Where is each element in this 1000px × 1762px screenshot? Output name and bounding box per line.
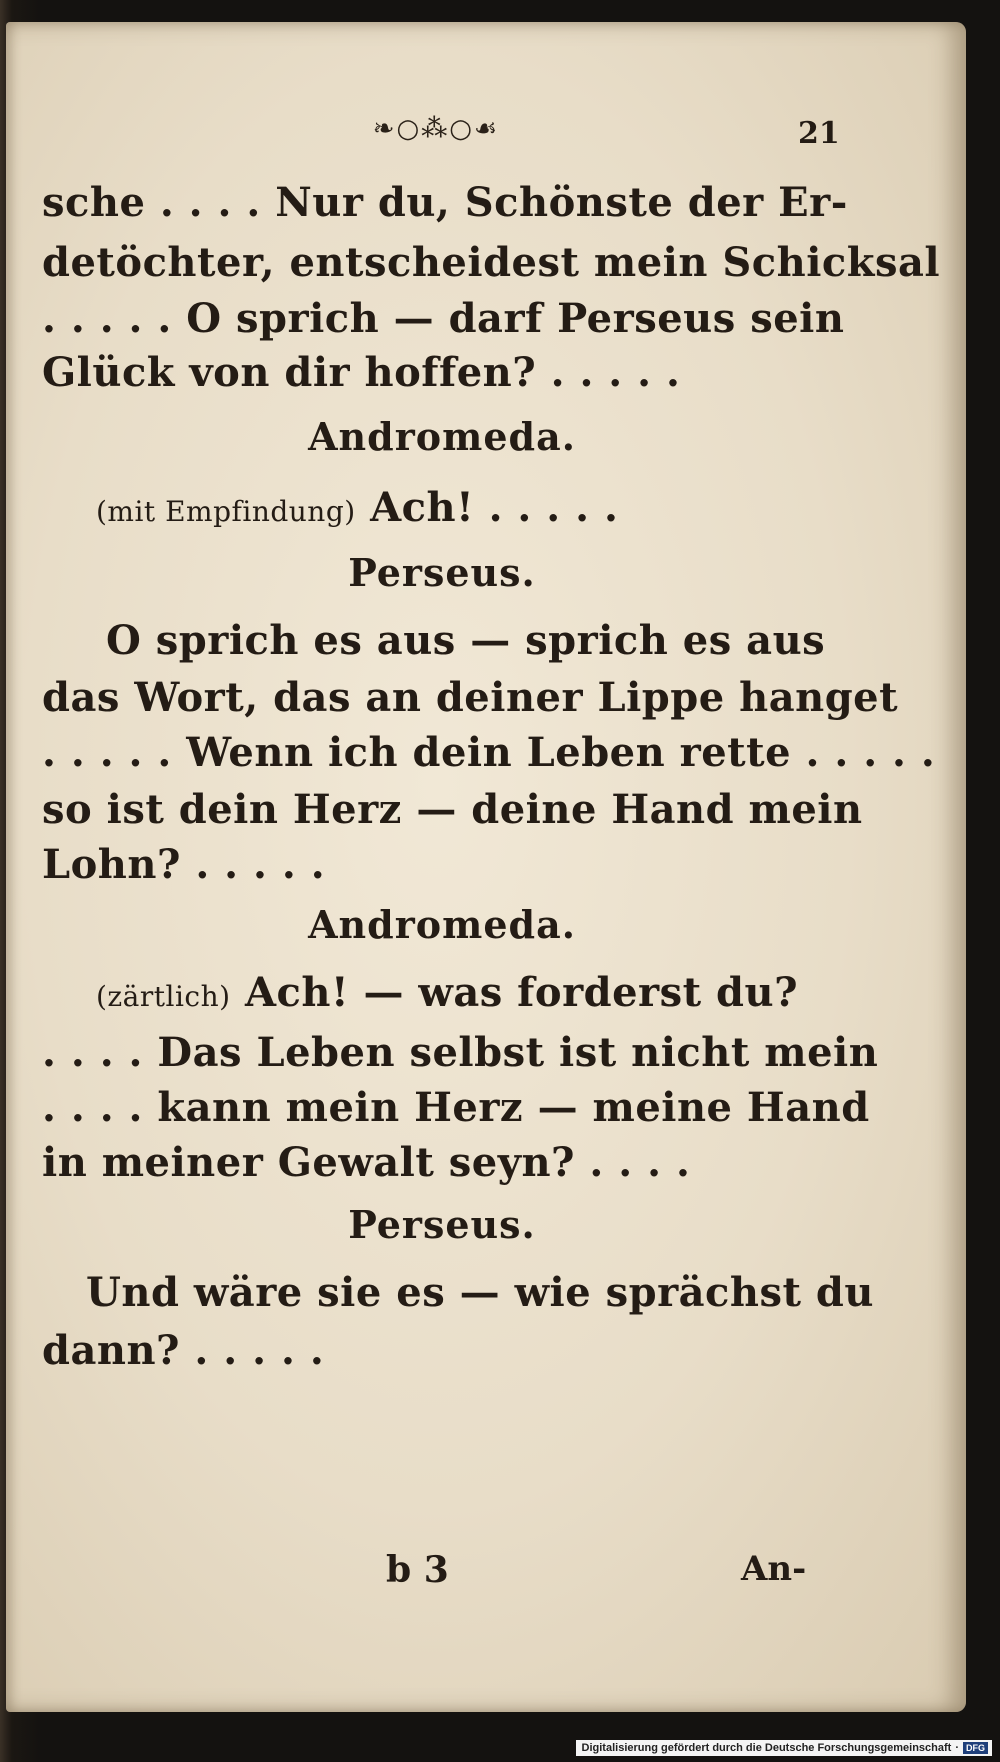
dialogue-line: O sprich es aus — sprich es aus (106, 617, 826, 664)
dialogue-line (96, 477, 896, 543)
dialogue-text: Ach! — was forderst du? (245, 969, 799, 1016)
digitization-credit: Digitalisierung gefördert durch die Deutsche Forschungsgemeinschaft · DFG (576, 1740, 992, 1756)
speaker-name: Perseus. (348, 550, 536, 595)
catchword: An- (741, 1549, 807, 1589)
speaker-name: Andromeda. (308, 902, 576, 947)
dialogue-line: so ist dein Herz — deine Hand mein (42, 786, 863, 833)
dialogue-line (96, 962, 896, 1028)
speaker-name: Perseus. (348, 1202, 536, 1247)
dialogue-line: dann? . . . . . (42, 1327, 325, 1374)
dialogue-line: Lohn? . . . . . (42, 841, 326, 888)
ornament-headpiece: ❧○⁂○☙ (372, 114, 500, 144)
dialogue-line: . . . . kann mein Herz — meine Hand (42, 1084, 870, 1131)
dialogue-text: Ach! . . . . . (370, 484, 619, 531)
speaker-name: Andromeda. (308, 414, 576, 459)
signature-mark: b 3 (386, 1549, 449, 1591)
dialogue-line: in meiner Gewalt seyn? . . . . (42, 1139, 691, 1186)
text-line: . . . . . O sprich — darf Perseus sein (42, 295, 845, 342)
text-line: sche . . . . Nur du, Schönste der Er- (42, 179, 848, 226)
dialogue-line: das Wort, das an deiner Lippe hanget (42, 674, 899, 721)
text-line: detöchter, entscheidest mein Schicksal (42, 239, 941, 286)
dialogue-line: . . . . Das Leben selbst ist nicht mein (42, 1029, 879, 1076)
text-line: Glück von dir hoffen? . . . . . (42, 349, 681, 396)
book-page (6, 22, 966, 1712)
page-number: 21 (798, 116, 840, 151)
stage-direction: (mit Empfindung) (96, 495, 356, 528)
stage-direction: (zärtlich) (96, 980, 231, 1013)
dfg-logo-icon: DFG (963, 1742, 988, 1754)
credit-text: Digitalisierung gefördert durch die Deutsche Forschungsgemeinschaft (581, 1742, 952, 1754)
dialogue-line: . . . . . Wenn ich dein Leben rette . . . . . (42, 729, 936, 776)
dialogue-line: Und wäre sie es — wie sprächst du (86, 1269, 874, 1316)
